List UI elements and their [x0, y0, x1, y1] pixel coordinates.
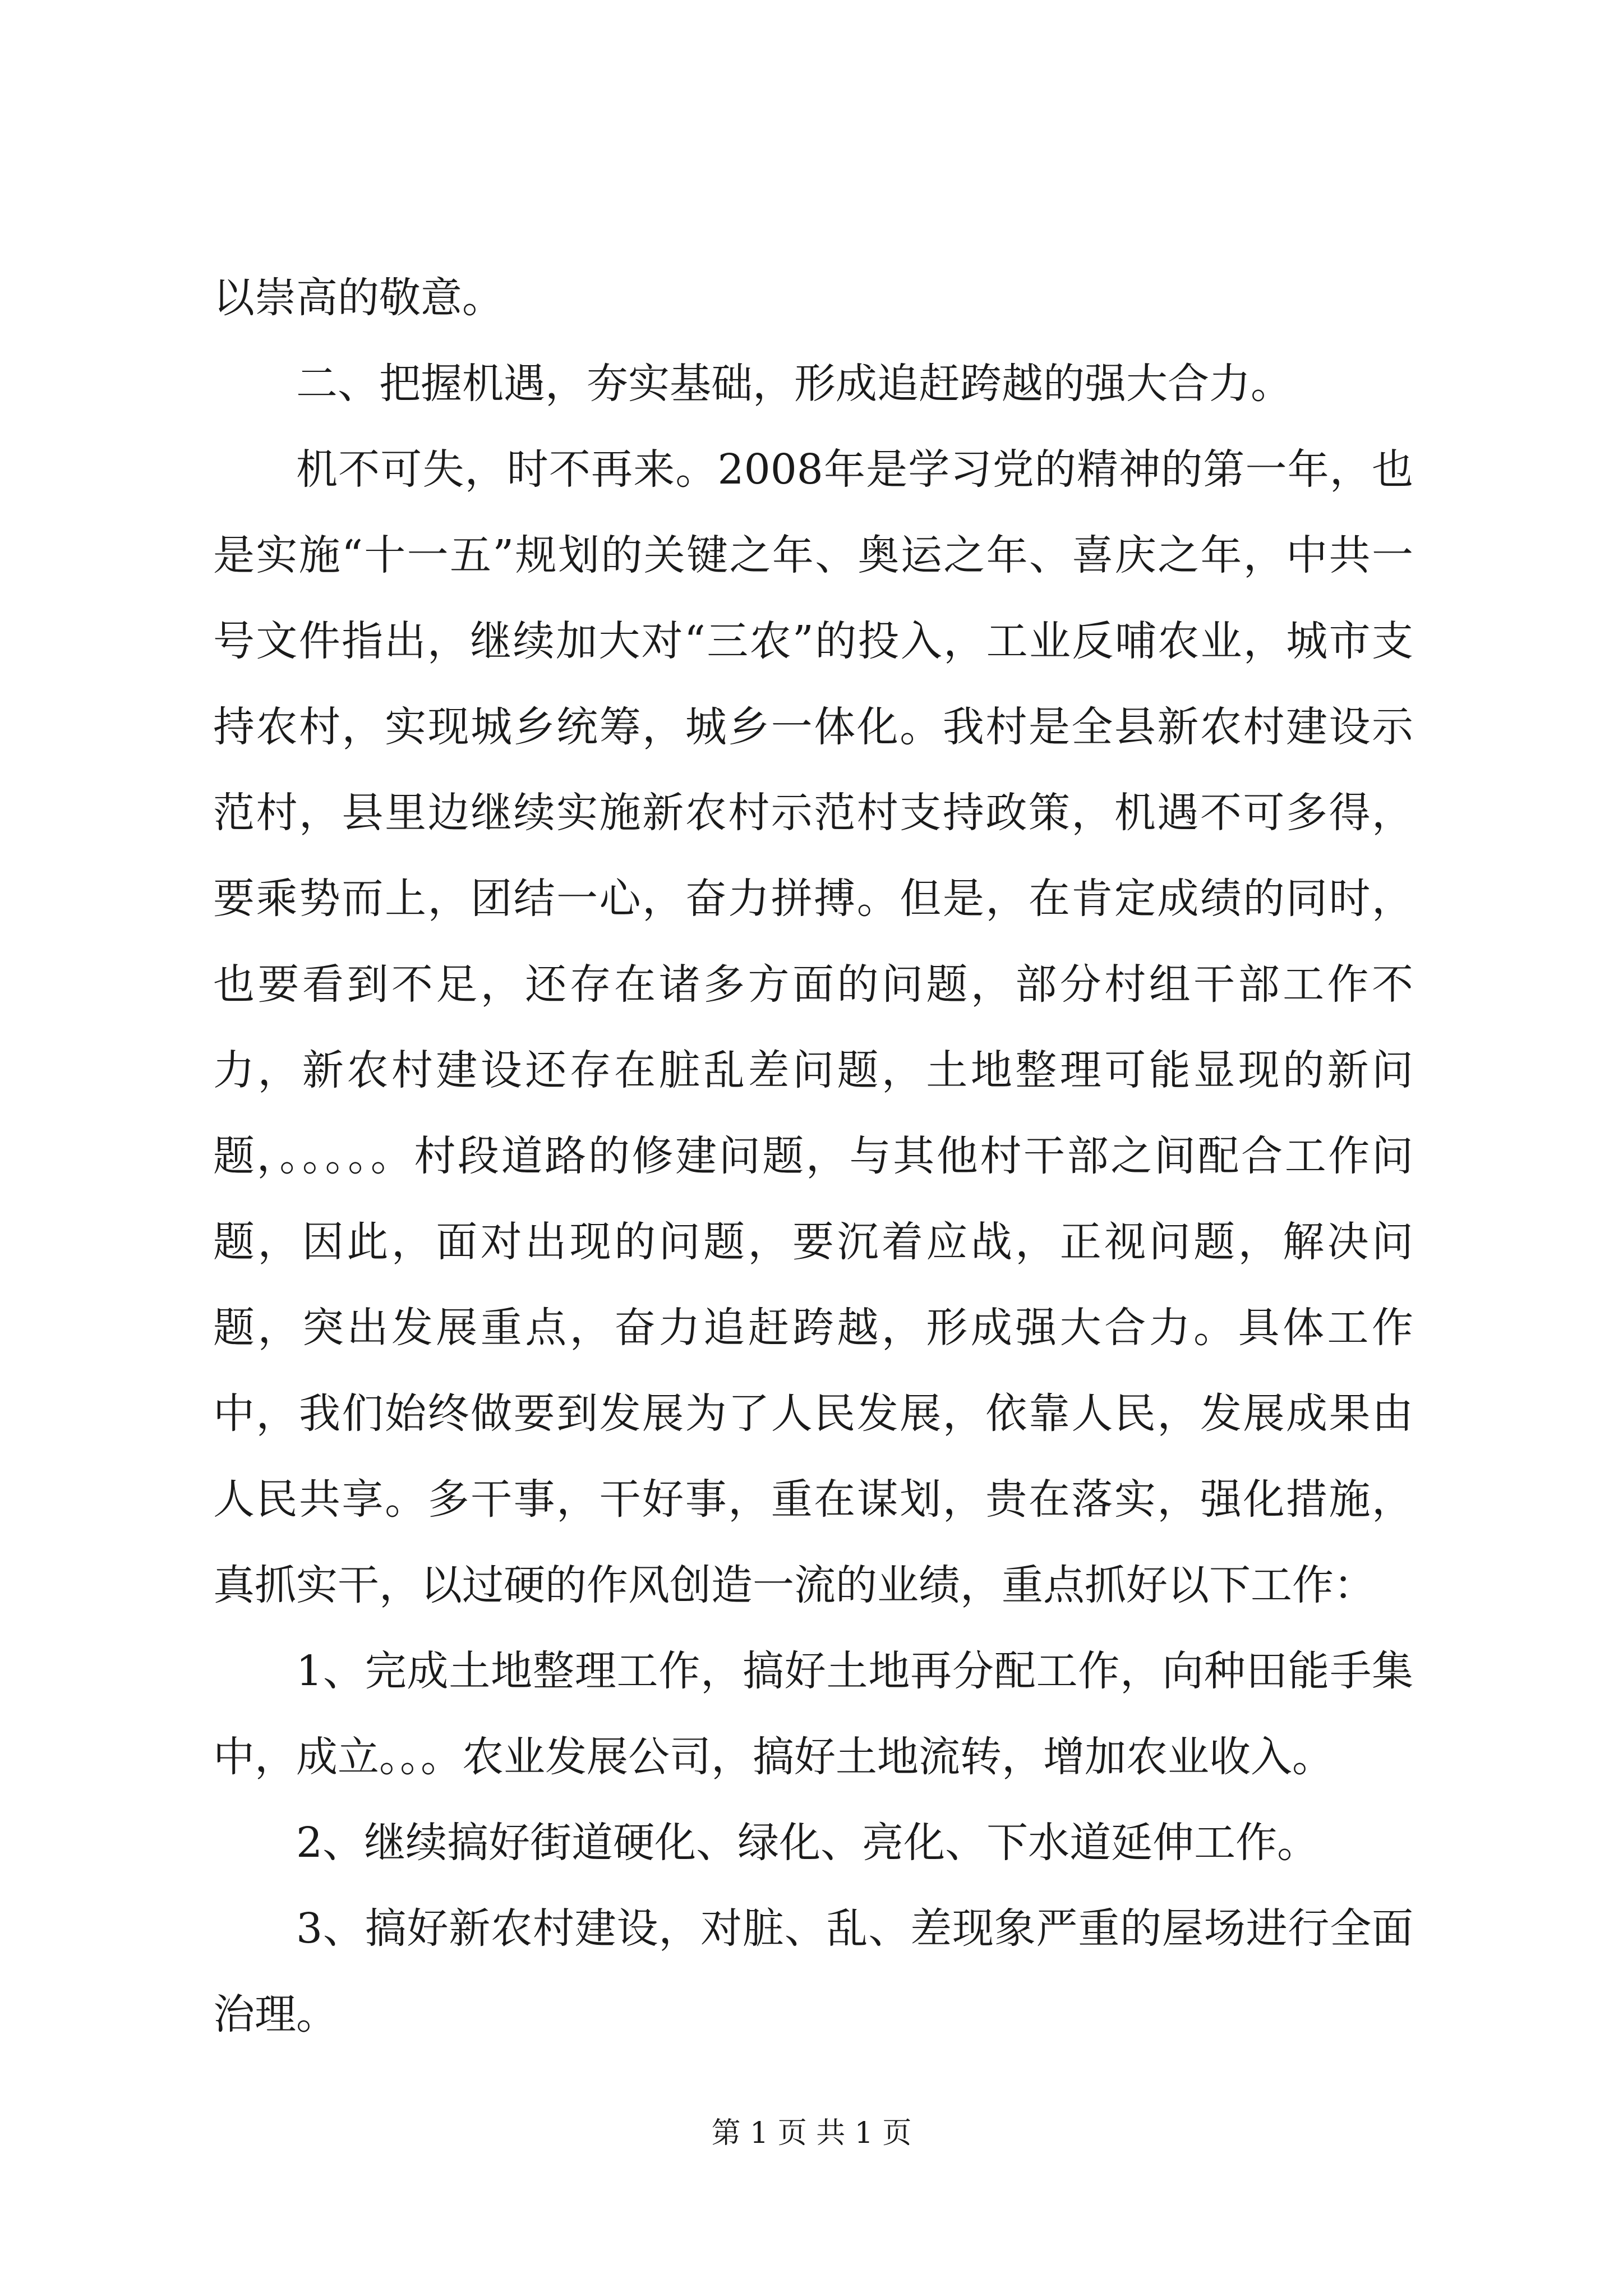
paragraph-section-heading: 二、把握机遇，夯实基础，形成追赶跨越的强大合力。 — [296, 360, 1292, 408]
paragraph-item-3: 3、搞好新农村建设，对脏、乱、差现象严重的屋场进行全面治理。 — [213, 1904, 1413, 2039]
paragraph-item-1: 1、完成土地整理工作，搞好土地再分配工作，向种田能手集中，成立。。。农业发展公司，搞好土地流转，增加农业收入。 — [213, 1647, 1413, 1781]
paragraph-main-body: 机不可失，时不再来。2008年是学习党的精神的第一年，也是实施“十一五”规划的关键之年、奥运之年、喜庆之年，中共一号文件指出，继续加大对“三农”的投入，工业反哺农业，城市支持农村，实现城乡统筹，城乡一体化。我村是全县新农村建设示范村，县里边继续实施新农村示范村支持政策，机遇不可多得，要乘势而上，团结一心，奋力拼搏。但是，在肯定成绩的同时，也要看到不足，还存在诸多方面的问题，部分村组干部工作不力，新农村建设还存在脏乱差问题，土地整理可能显现的新问题，。。。。。村段道路的修建问题，与其他村干部之间配合工作问题，因此，面对出现的问题，要沉着应战，正视问题，解决问题，突出发展重点，奋力追赶跨越，形成强大合力。具体工作中，我们始终做要到发展为了人民发展，依靠人民，发展成果由人民共享。多干事，干好事，重在谋划，贵在落实，强化措施，真抓实干，以过硬的作风创造一流的业绩，重点抓好以下工作： — [213, 445, 1413, 1609]
page-number-footer: 第 1 页 共 1 页 — [711, 2116, 912, 2150]
paragraph-item-2: 2、继续搞好街道硬化、绿化、亮化、下水道延伸工作。 — [296, 1819, 1319, 1867]
paragraph-closing-line: 以崇高的敬意。 — [213, 274, 504, 322]
document-body — [213, 255, 1413, 2058]
